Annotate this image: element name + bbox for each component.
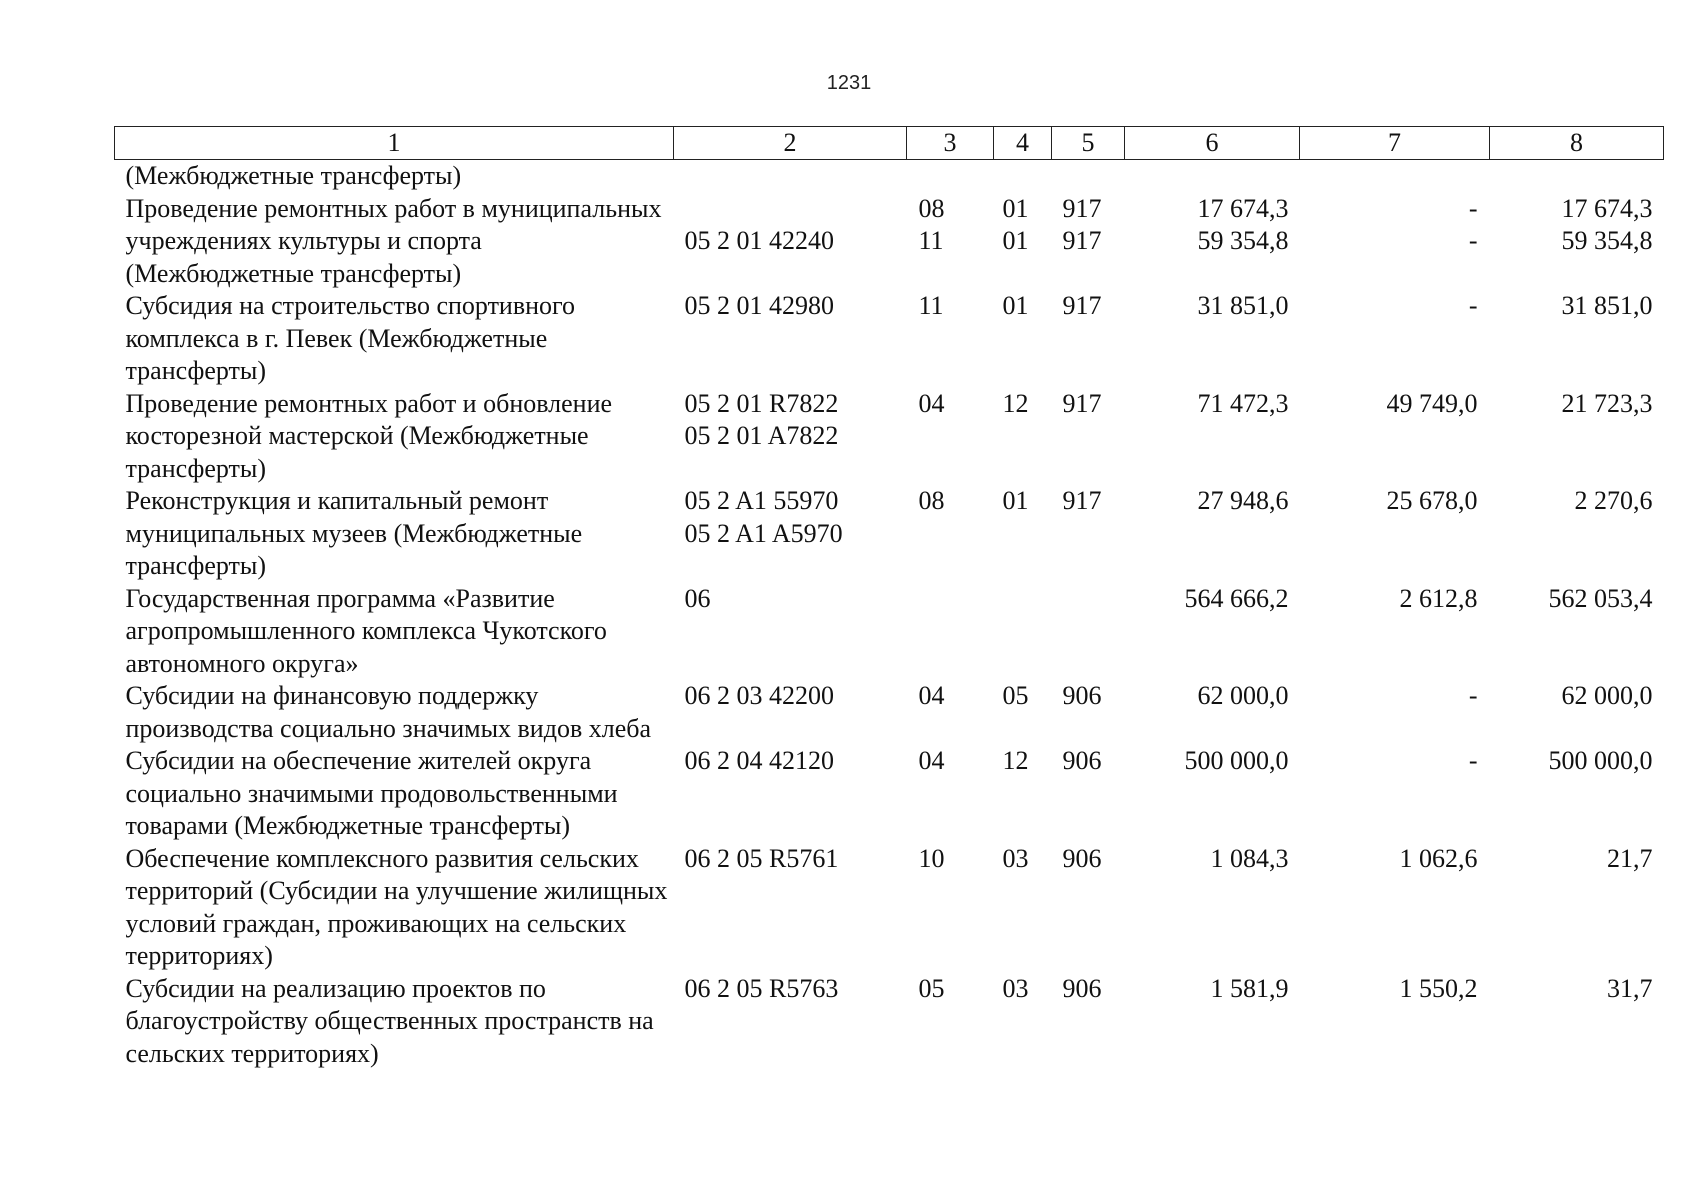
regional-amount-cell	[1490, 843, 1664, 973]
cell-value: 01	[1002, 226, 1029, 255]
item-name-cell: Субсидия на строительство спортивного комплекса в г. Певек (Межбюджетные трансферты)	[125, 291, 576, 385]
federal-amount-cell	[1300, 160, 1490, 193]
cell-value: 906	[1062, 843, 1102, 873]
cell-value: 59 354,8	[1561, 226, 1653, 255]
federal-amount-cell	[1300, 388, 1490, 486]
cell-value: 1 581,9	[1210, 973, 1289, 1003]
total-amount-cell	[1125, 680, 1300, 745]
regional-amount-cell	[1490, 388, 1664, 486]
cell-value: 03	[1002, 973, 1029, 1003]
cell-value: 906	[1062, 681, 1102, 710]
program-code-cell	[674, 843, 907, 973]
header-row	[115, 127, 1664, 160]
cell-value: 08	[918, 486, 945, 515]
section-cell	[907, 583, 994, 681]
subsection-cell	[994, 485, 1052, 583]
cell-value: 49 749,0	[1386, 388, 1478, 418]
table-row	[115, 485, 1664, 583]
item-name-cell: Обеспечение комплексного развития сельских территорий (Субсидии на улучшение жилищных условий граждан, проживающих на сельских территориях)	[125, 843, 668, 970]
cell-value: 04	[918, 388, 945, 418]
section-cell	[907, 485, 994, 583]
cell-value: 05 2 A1 55970	[684, 486, 839, 515]
ministry-code-cell	[1052, 745, 1125, 843]
cell-value: 11	[918, 291, 944, 320]
federal-amount-cell	[1300, 485, 1490, 583]
program-code-cell	[674, 290, 907, 388]
section-cell	[907, 680, 994, 745]
cell-value: 25 678,0	[1386, 486, 1478, 515]
program-code-cell	[674, 745, 907, 843]
table-row	[115, 193, 1664, 291]
cell-value: 1 550,2	[1399, 973, 1478, 1003]
cell-value: 562 053,4	[1548, 583, 1653, 613]
cell-value: 1 062,6	[1399, 843, 1478, 873]
cell-value: 06	[684, 583, 711, 613]
cell-value: 71 472,3	[1197, 388, 1289, 418]
cell-value: 05 2 01 A7822	[684, 421, 839, 450]
cell-value: 62 000,0	[1197, 681, 1289, 710]
item-name-cell: Субсидии на обеспечение жителей округа социально значимыми продовольственными товарами (Межбюджетные трансферты)	[125, 746, 618, 840]
section-cell	[907, 290, 994, 388]
cell-value: 17 674,3	[1561, 193, 1653, 223]
ministry-code-cell	[1052, 485, 1125, 583]
ministry-code-cell	[1052, 193, 1125, 291]
subsection-cell	[994, 160, 1052, 193]
federal-amount-cell	[1300, 193, 1490, 291]
subsection-cell	[994, 193, 1052, 291]
total-amount-cell	[1125, 583, 1300, 681]
regional-amount-cell	[1490, 973, 1664, 1071]
cell-value	[685, 193, 907, 226]
cell-value: 917	[1062, 291, 1102, 320]
federal-amount-cell	[1300, 680, 1490, 745]
cell-value: 906	[1062, 746, 1102, 775]
cell-value: 27 948,6	[1197, 486, 1289, 515]
section-cell	[907, 843, 994, 973]
cell-value: -	[1468, 226, 1478, 255]
cell-value: 500 000,0	[1548, 746, 1653, 775]
cell-value: 917	[1062, 193, 1102, 223]
cell-value: 2 270,6	[1574, 486, 1653, 515]
regional-amount-cell	[1490, 583, 1664, 681]
ministry-code-cell	[1052, 843, 1125, 973]
total-amount-cell	[1125, 160, 1300, 193]
item-name-cell: Субсидии на реализацию проектов по благоустройству общественных пространств на сельских территориях)	[125, 973, 654, 1068]
cell-value: 01	[1002, 193, 1029, 223]
subsection-cell	[994, 680, 1052, 745]
cell-value: 12	[1002, 388, 1029, 418]
ministry-code-cell	[1052, 583, 1125, 681]
column-header: 7	[1300, 127, 1490, 160]
table-row	[115, 973, 1664, 1071]
table-row	[115, 388, 1664, 486]
cell-value: 08	[918, 193, 945, 223]
cell-value: 17 674,3	[1197, 193, 1289, 223]
subsection-cell	[994, 388, 1052, 486]
section-cell	[907, 160, 994, 193]
subsection-cell	[994, 290, 1052, 388]
federal-amount-cell	[1300, 290, 1490, 388]
section-cell	[907, 745, 994, 843]
subsection-cell	[994, 973, 1052, 1071]
regional-amount-cell	[1490, 193, 1664, 291]
section-cell	[907, 973, 994, 1071]
cell-value: 31 851,0	[1561, 291, 1653, 320]
item-name-cell: (Межбюджетные трансферты)	[125, 161, 462, 190]
cell-value: 05	[918, 973, 945, 1003]
cell-value: -	[1468, 746, 1478, 775]
regional-amount-cell	[1490, 485, 1664, 583]
cell-value: 06 2 03 42200	[684, 681, 834, 710]
column-header: 3	[907, 127, 994, 160]
table-row	[115, 680, 1664, 745]
total-amount-cell	[1125, 388, 1300, 486]
total-amount-cell	[1125, 485, 1300, 583]
cell-value: 11	[918, 226, 944, 255]
cell-value: 62 000,0	[1561, 681, 1653, 710]
cell-value: 05 2 01 R7822	[684, 388, 839, 418]
subsection-cell	[994, 843, 1052, 973]
page-number: 1231	[826, 72, 872, 94]
federal-amount-cell	[1300, 745, 1490, 843]
table-body	[115, 160, 1664, 1071]
cell-value: 1 084,3	[1210, 843, 1289, 873]
cell-value: 31,7	[1607, 973, 1653, 1003]
cell-value: 05 2 01 42240	[684, 226, 834, 255]
total-amount-cell	[1125, 290, 1300, 388]
cell-value: 06 2 05 R5761	[684, 843, 839, 873]
regional-amount-cell	[1490, 290, 1664, 388]
cell-value: -	[1468, 193, 1478, 223]
cell-value: -	[1468, 291, 1478, 320]
cell-value: 12	[1002, 746, 1029, 775]
cell-value: 10	[918, 843, 945, 873]
table-row	[115, 843, 1664, 973]
cell-value: 906	[1062, 973, 1102, 1003]
section-cell	[907, 193, 994, 291]
cell-value: 500 000,0	[1184, 746, 1289, 775]
ministry-code-cell	[1052, 973, 1125, 1071]
cell-value: 05	[1002, 681, 1029, 710]
item-name-cell: Реконструкция и капитальный ремонт муниципальных музеев (Межбюджетные трансферты)	[125, 486, 583, 580]
item-name-cell: Проведение ремонтных работ в муниципальных учреждениях культуры и спорта (Межбюджетные трансферты)	[125, 193, 662, 288]
subsection-cell	[994, 583, 1052, 681]
cell-value: 917	[1062, 388, 1102, 418]
program-code-cell	[674, 583, 907, 681]
regional-amount-cell	[1490, 745, 1664, 843]
total-amount-cell	[1125, 973, 1300, 1071]
cell-value: 06 2 05 R5763	[684, 973, 839, 1003]
cell-value: 59 354,8	[1197, 226, 1289, 255]
ministry-code-cell	[1052, 160, 1125, 193]
table-row	[115, 160, 1664, 193]
regional-amount-cell	[1490, 680, 1664, 745]
section-cell	[907, 388, 994, 486]
program-code-cell	[674, 160, 907, 193]
program-code-cell	[674, 973, 907, 1071]
cell-value: 21,7	[1607, 843, 1653, 873]
cell-value: 564 666,2	[1184, 583, 1289, 613]
item-name-cell: Проведение ремонтных работ и обновление косторезной мастерской (Межбюджетные трансферты)	[125, 388, 613, 483]
item-name-cell: Субсидии на финансовую поддержку производства социально значимых видов хлеба	[125, 681, 652, 743]
cell-value: 21 723,3	[1561, 388, 1653, 418]
item-name-cell: Государственная программа «Развитие агропромышленного комплекса Чукотского автономного округа»	[125, 583, 607, 678]
program-code-cell	[674, 485, 907, 583]
federal-amount-cell	[1300, 843, 1490, 973]
cell-value: 917	[1062, 486, 1102, 515]
table-row	[115, 745, 1664, 843]
cell-value: 01	[1002, 486, 1029, 515]
column-header: 1	[115, 127, 674, 160]
total-amount-cell	[1125, 745, 1300, 843]
total-amount-cell	[1125, 843, 1300, 973]
cell-value: 04	[918, 746, 945, 775]
cell-value: 31 851,0	[1197, 291, 1289, 320]
program-code-cell	[674, 388, 907, 486]
federal-amount-cell	[1300, 973, 1490, 1071]
program-code-cell	[674, 193, 907, 291]
column-header: 2	[674, 127, 907, 160]
cell-value: 04	[918, 681, 945, 710]
cell-value: 2 612,8	[1399, 583, 1478, 613]
ministry-code-cell	[1052, 290, 1125, 388]
cell-value: 05 2 A1 A5970	[684, 518, 843, 548]
budget-table	[114, 126, 1664, 1070]
federal-amount-cell	[1300, 583, 1490, 681]
cell-value: 05 2 01 42980	[684, 291, 834, 320]
cell-value: 01	[1002, 291, 1029, 320]
column-header: 4	[994, 127, 1052, 160]
column-header: 8	[1490, 127, 1664, 160]
cell-value: 917	[1062, 226, 1102, 255]
subsection-cell	[994, 745, 1052, 843]
cell-value: 06 2 04 42120	[684, 746, 834, 775]
table-row	[115, 290, 1664, 388]
table-row	[115, 583, 1664, 681]
column-header: 5	[1052, 127, 1125, 160]
total-amount-cell	[1125, 193, 1300, 291]
cell-value: 03	[1002, 843, 1029, 873]
program-code-cell	[674, 680, 907, 745]
column-header: 6	[1125, 127, 1300, 160]
ministry-code-cell	[1052, 680, 1125, 745]
cell-value: -	[1468, 681, 1478, 710]
ministry-code-cell	[1052, 388, 1125, 486]
regional-amount-cell	[1490, 160, 1664, 193]
